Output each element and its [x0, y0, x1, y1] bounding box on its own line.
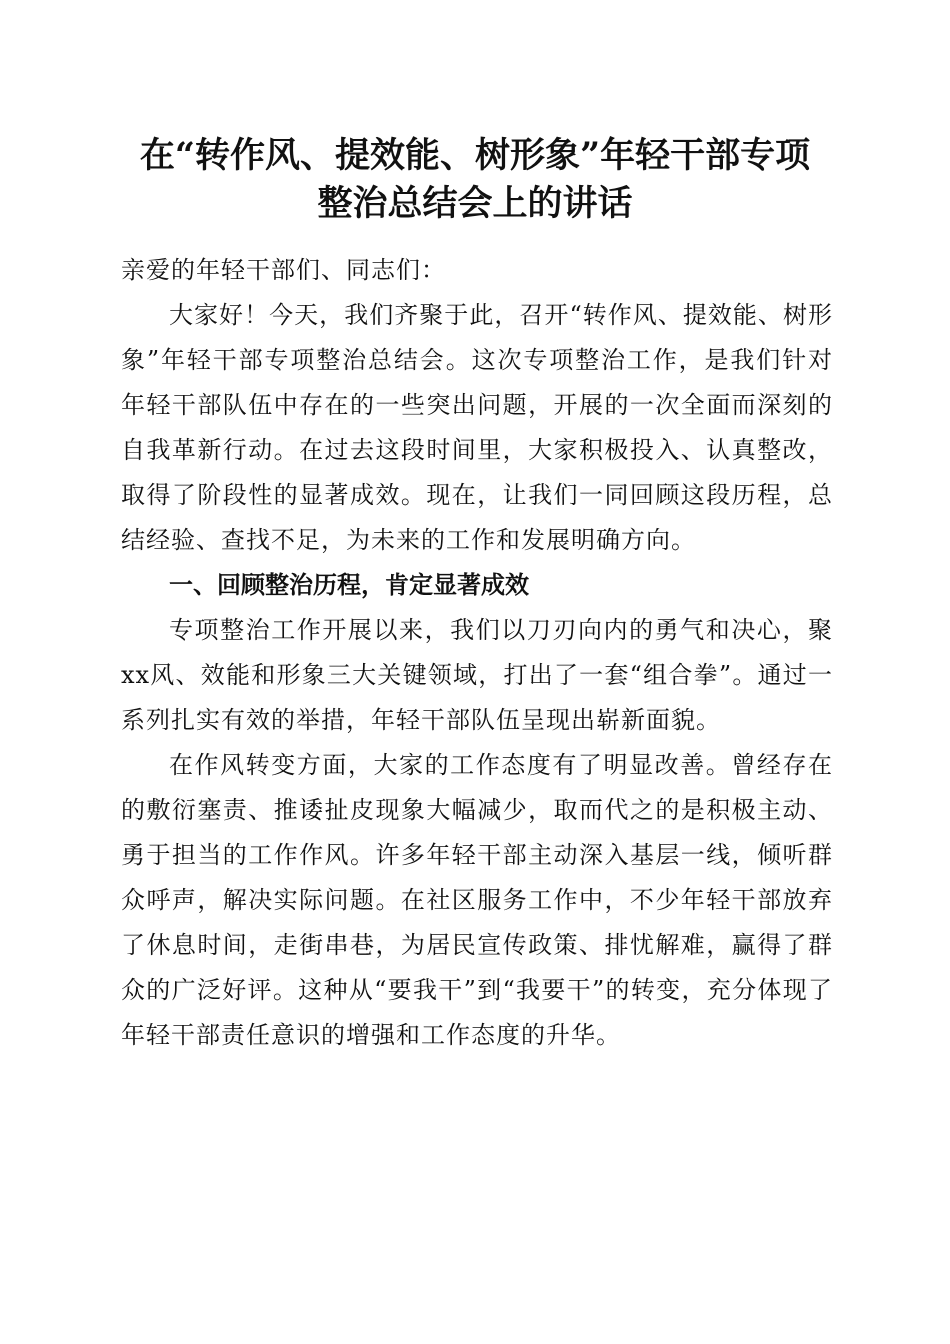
title-line-2: 整治总结会上的讲话 — [317, 183, 633, 224]
document-body — [121, 248, 833, 1058]
title-line-1: 在“转作风、提效能、树形象”年轻干部专项 — [139, 135, 811, 176]
salutation: 亲爱的年轻干部们、同志们： — [121, 256, 446, 284]
document-title — [100, 132, 850, 228]
opening-paragraph: 大家好！今天，我们齐聚于此，召开“转作风、提效能、树形象”年轻干部专项整治总结会。这次专项整治工作，是我们针对年轻干部队伍中存在的一些突出问题，开展的一次全面而深刻的自我革新行动。在过去这段时间里，大家积极投入、认真整改，取得了阶段性的显著成效。现在，让我们一同回顾这段历程，总结经验、查找不足，为未来的工作和发展明确方向。 — [121, 301, 833, 554]
section-1-paragraph-2: 在作风转变方面，大家的工作态度有了明显改善。曾经存在的敷衍塞责、推诿扯皮现象大幅减少，取而代之的是积极主动、勇于担当的工作作风。许多年轻干部主动深入基层一线，倾听群众呼声，解决实际问题。在社区服务工作中，不少年轻干部放弃了休息时间，走街串巷，为居民宣传政策、排忧解难，赢得了群众的广泛好评。这种从“要我干”到“我要干”的转变，充分体现了年轻干部责任意识的增强和工作态度的升华。 — [121, 751, 833, 1049]
section-heading-1: 一、回顾整治历程，肯定显著成效 — [169, 571, 529, 599]
section-1-paragraph-1: 专项整治工作开展以来，我们以刀刃向内的勇气和决心，聚xx风、效能和形象三大关键领域，打出了一套“组合拳”。通过一系列扎实有效的举措，年轻干部队伍呈现出崭新面貌。 — [121, 616, 833, 734]
